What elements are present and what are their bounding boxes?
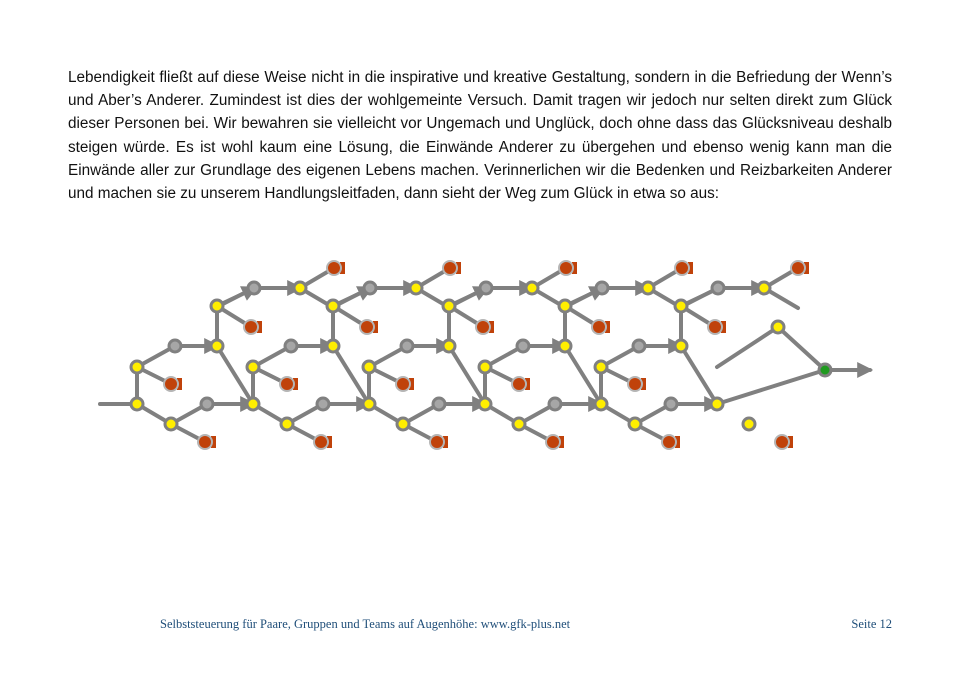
decision-node: [363, 361, 375, 373]
decision-node: [281, 418, 293, 430]
decision-node: [131, 361, 143, 373]
decision-node: [327, 340, 339, 352]
dead-end-node: [675, 261, 693, 275]
edge: [681, 346, 717, 404]
edge: [778, 327, 825, 370]
dead-end-node: [164, 377, 182, 391]
decision-node: [758, 282, 770, 294]
neutral-node: [517, 340, 529, 352]
dead-end-node: [280, 377, 298, 391]
dead-end-node: [396, 377, 414, 391]
decision-node: [559, 340, 571, 352]
dead-end-node: [360, 320, 378, 334]
dead-end-node: [512, 377, 530, 391]
neutral-node: [401, 340, 413, 352]
decision-node: [131, 398, 143, 410]
neutral-node: [317, 398, 329, 410]
decision-node: [211, 300, 223, 312]
neutral-node: [285, 340, 297, 352]
decision-node: [443, 340, 455, 352]
decision-node: [595, 398, 607, 410]
goal-node: [819, 364, 831, 376]
decision-node: [410, 282, 422, 294]
decision-node: [294, 282, 306, 294]
edge: [717, 327, 778, 367]
edge: [717, 370, 825, 404]
neutral-node: [169, 340, 181, 352]
edge: [217, 346, 253, 404]
dead-end-node: [443, 261, 461, 275]
edge: [565, 346, 601, 404]
neutral-node: [549, 398, 561, 410]
decision-node: [642, 282, 654, 294]
dead-end-node: [775, 435, 793, 449]
decision-node: [327, 300, 339, 312]
decision-node: [675, 340, 687, 352]
edge: [333, 346, 369, 404]
dead-end-node: [430, 435, 448, 449]
neutral-node: [201, 398, 213, 410]
footer-source: Selbststeuerung für Paare, Gruppen und Teams auf Augenhöhe: www.gfk-plus.net: [160, 617, 571, 631]
body-paragraph: Lebendigkeit fließt auf diese Weise nicht in die inspirative und kreative Gestaltung, sondern in die Befriedung der Wenn’s und Aber’s Anderer. Zumindest ist dies der wohlgemeinte Versuch. Damit tragen wir jedoch nur selten direkt zum Glück dieser Personen bei. Wir bewahren sie vielleicht vor Ungemach und Unglück, doch ohne dass das Glücksniveau deshalb steigen würde. Es ist wohl kaum eine Lösung, die Einwände Anderer zu übergehen und ebenso wenig kann man die Einwände aller zur Grundlage des eigenen Lebens machen. Verinnerlichen wir die Bedenken und Reizbarkeiten Anderer und machen sie zu unserem Handlungsleitfaden, dann sieht der Weg zum Glück in etwa so aus:: [68, 69, 892, 203]
decision-node: [479, 361, 491, 373]
neutral-node: [364, 282, 376, 294]
decision-node: [247, 398, 259, 410]
neutral-node: [633, 340, 645, 352]
decision-node: [513, 418, 525, 430]
decision-node: [397, 418, 409, 430]
path-diagram: [0, 250, 960, 470]
dead-end-node: [708, 320, 726, 334]
neutral-node: [480, 282, 492, 294]
decision-node: [559, 300, 571, 312]
dead-end-node: [628, 377, 646, 391]
decision-node: [363, 398, 375, 410]
neutral-node: [248, 282, 260, 294]
dead-end-node: [662, 435, 680, 449]
decision-node: [711, 398, 723, 410]
decision-node: [479, 398, 491, 410]
dead-end-node: [791, 261, 809, 275]
decision-node: [629, 418, 641, 430]
neutral-node: [665, 398, 677, 410]
decision-node: [247, 361, 259, 373]
dead-end-node: [314, 435, 332, 449]
dead-end-node: [198, 435, 216, 449]
decision-node: [675, 300, 687, 312]
neutral-node: [596, 282, 608, 294]
decision-node: [211, 340, 223, 352]
dead-end-node: [546, 435, 564, 449]
decision-node: [772, 321, 784, 333]
decision-node: [595, 361, 607, 373]
decision-node: [443, 300, 455, 312]
decision-node: [165, 418, 177, 430]
dead-end-node: [327, 261, 345, 275]
dead-end-node: [559, 261, 577, 275]
edge: [449, 346, 485, 404]
footer-page-number: Seite 12: [851, 617, 892, 631]
dead-end-node: [592, 320, 610, 334]
decision-node: [743, 418, 755, 430]
neutral-node: [433, 398, 445, 410]
decision-node: [526, 282, 538, 294]
neutral-node: [712, 282, 724, 294]
dead-end-node: [244, 320, 262, 334]
dead-end-node: [476, 320, 494, 334]
